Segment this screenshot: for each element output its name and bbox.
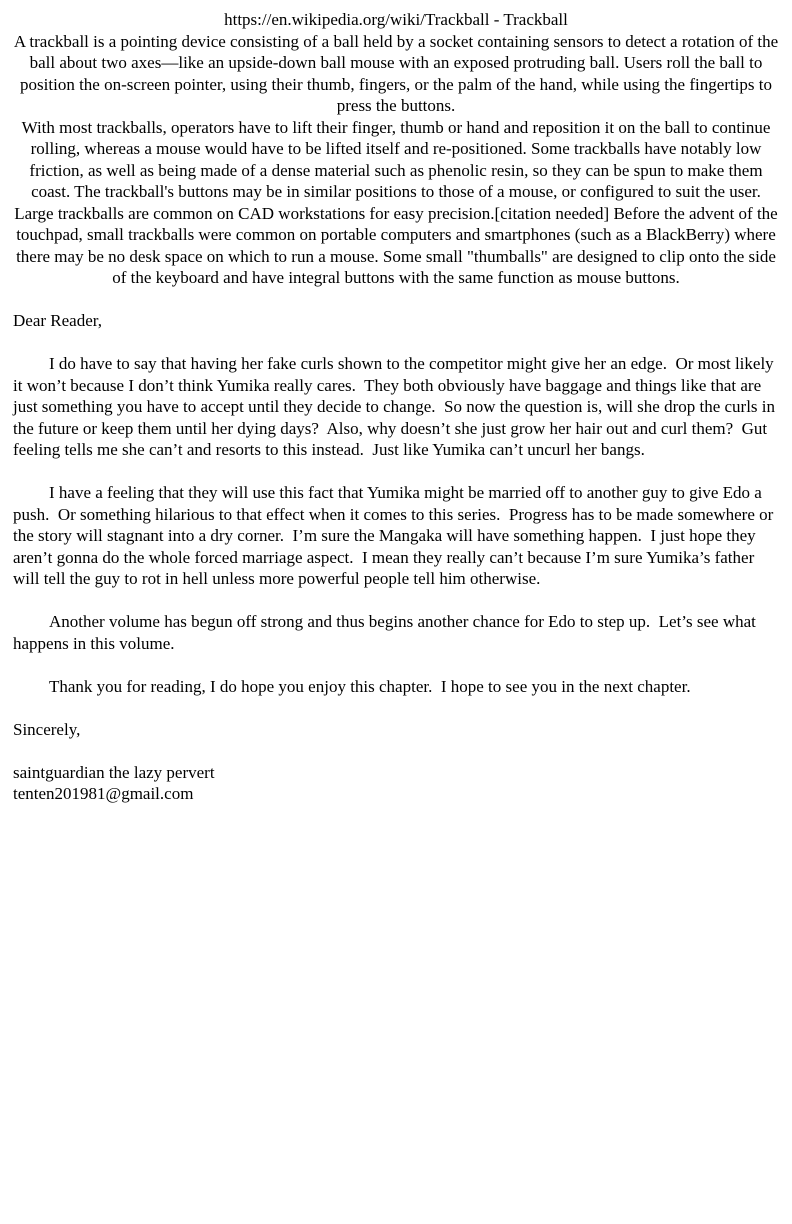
reader-letter — [13, 310, 779, 805]
letter-paragraph-4: Thank you for reading, I do hope you enjoy this chapter. I hope to see you in the next chapter. — [49, 676, 691, 696]
source-url-line: https://en.wikipedia.org/wiki/Trackball - Trackball — [224, 10, 568, 29]
letter-salutation: Dear Reader, — [13, 311, 102, 330]
signature-email: tenten201981@gmail.com — [13, 784, 194, 803]
signature-name: saintguardian the lazy pervert — [13, 762, 215, 782]
letter-paragraph-2: I have a feeling that they will use this fact that Yumika might be married off to another guy to give Edo a push. Or something hilarious to that effect when it comes to this series. Progress has to be made somewhere or the story will stagnant into a dry corner. I’m sure the Mangaka will have something happen. I just hope they aren’t gonna do the whole forced marriage aspect. I mean they really can’t because I’m sure Yumika’s father will tell the guy to rot in hell unless more powerful people tell him otherwise. — [13, 483, 778, 588]
letter-paragraph-1: I do have to say that having her fake curls shown to the competitor might give her an edge. Or most likely it won’t because I don’t think Yumika really cares. They both obviously have baggage and things like that are just something you have to accept until they decide to change. So now the question is, will she drop the curls in the future or keep them until her dying days? Also, why doesn’t she just grow her hair out and curl them? Gut feeling tells me she can’t and resorts to this instead. Just like Yumika can’t uncurl her bangs. — [13, 354, 780, 459]
wiki-paragraph-1: A trackball is a pointing device consisting of a ball held by a socket containing sensors to detect a rotation of the ball about two axes—like an upside-down ball mouse with an exposed protruding ball. Users roll the ball to position the on-screen pointer, using their thumb, fingers, or the palm of the hand, while using the fingertips to press the buttons. — [13, 31, 783, 115]
letter-paragraph-3: Another volume has begun off strong and thus begins another chance for Edo to step up. Let’s see what happens in this volume. — [13, 612, 761, 653]
wiki-excerpt-block — [13, 9, 783, 289]
letter-closing: Sincerely, — [13, 719, 81, 739]
wiki-paragraph-3: Large trackballs are common on CAD workstations for easy precision.[citation needed] Before the advent of the touchpad, small trackballs were common on portable computers and smartphones (such as a BlackBerry) where there may be no desk space on which to run a mouse. Some small "thumballs" are designed to clip onto the side of the keyboard and have integral buttons with the same function as mouse buttons. — [14, 203, 782, 287]
wiki-paragraph-2: With most trackballs, operators have to lift their finger, thumb or hand and reposition it on the ball to continue rolling, whereas a mouse would have to be lifted itself and re-positioned. Some trackballs have notably low friction, as well as being made of a dense material such as phenolic resin, so they can be spun to make them coast. The trackball's buttons may be in similar positions to those of a mouse, or configured to suit the user. — [21, 117, 775, 201]
